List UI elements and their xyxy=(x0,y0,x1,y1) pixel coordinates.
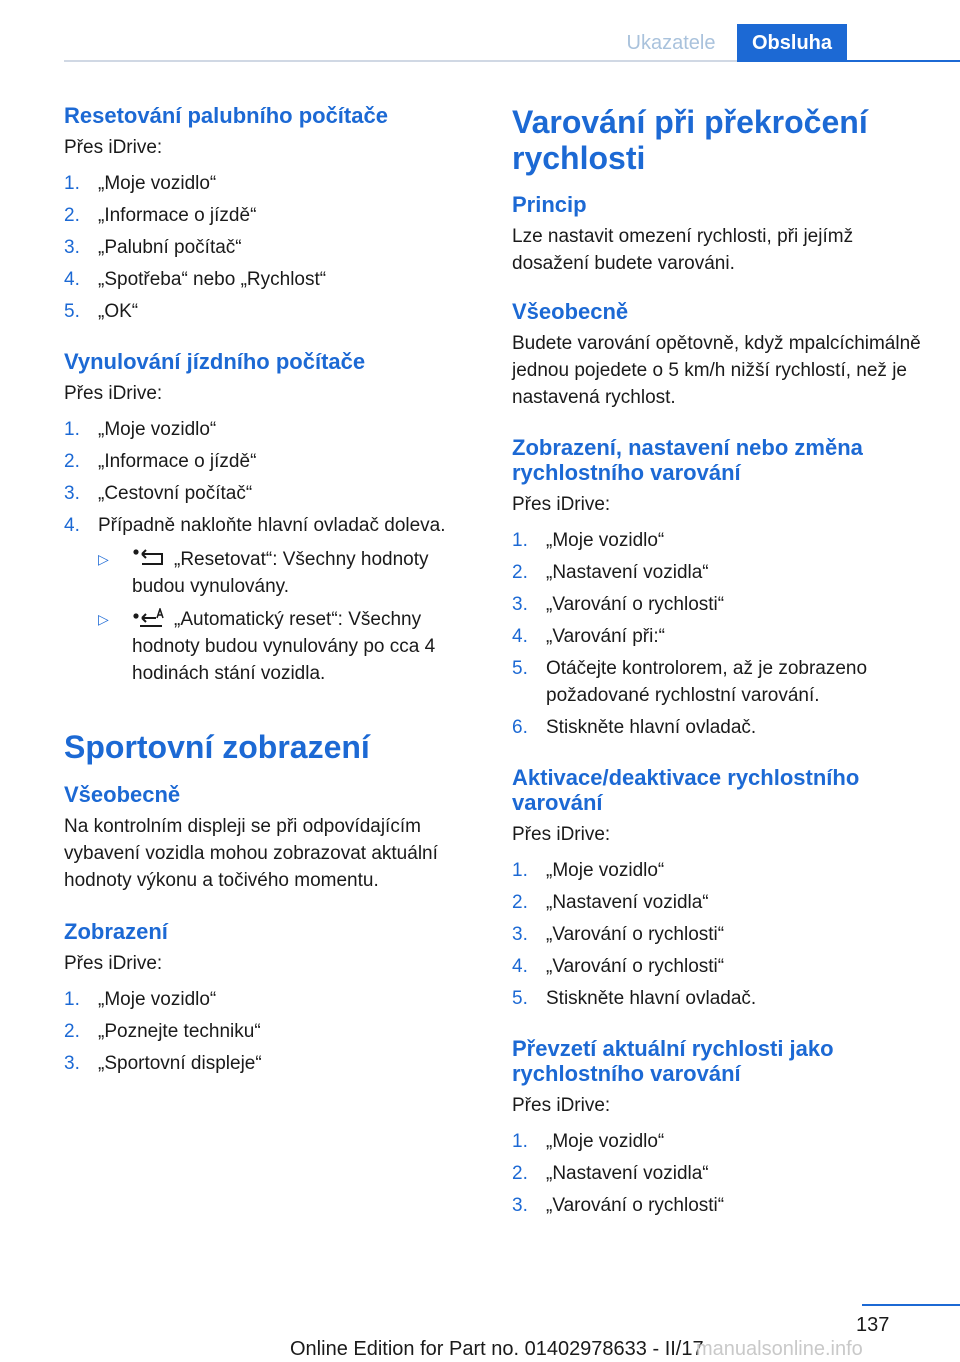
step-number: 1. xyxy=(64,989,80,1010)
step-text: Případně nakloňte hlavní ovladač doleva. xyxy=(98,515,446,536)
list-item xyxy=(64,1018,476,1045)
bullet-text: „Automatický reset“: Všechny hodnoty budou vynulovány po cca 4 hodinách stání vozidla. xyxy=(132,609,436,684)
tab-obsluha[interactable]: Obsluha xyxy=(737,24,847,62)
section-title-sport-display: Sportovní zobrazení xyxy=(64,729,370,765)
list-item xyxy=(64,202,476,229)
paragraph: Na kontrolním displeji se při odpovídajícím vybavení vozidla mohou zobrazovat aktuální hodnoty výkonu a točivého momentu. xyxy=(64,816,438,891)
step-text: „Moje vozidlo“ xyxy=(98,173,217,194)
step-text: „Cestovní počítač“ xyxy=(98,483,253,504)
step-number: 4. xyxy=(512,626,528,647)
section-title-reset-board-computer: Resetování palubního počítače xyxy=(64,103,388,128)
bullet-text: „Resetovat“: Všechny hodnoty budou vynulovány. xyxy=(132,549,429,597)
step-text: „Palubní počítač“ xyxy=(98,237,242,258)
step-number: 3. xyxy=(512,594,528,615)
step-number: 5. xyxy=(64,301,80,322)
step-text: „Moje vozidlo“ xyxy=(546,530,665,551)
list-item xyxy=(64,298,476,325)
tab-ukazatele[interactable]: Ukazatele xyxy=(626,32,716,54)
step-number: 3. xyxy=(64,1053,80,1074)
step-text: „Informace o jízdě“ xyxy=(98,451,257,472)
subsection-title-takeover: Převzetí aktuální rychlosti jako rychlostního varování xyxy=(512,1036,834,1086)
step-number: 1. xyxy=(512,530,528,551)
step-number: 2. xyxy=(64,1021,80,1042)
step-number: 3. xyxy=(512,924,528,945)
step-text: „Poznejte techniku“ xyxy=(98,1021,261,1042)
page-number: 137 xyxy=(856,1314,890,1336)
list-item xyxy=(64,986,476,1013)
section-title-reset-trip-computer: Vynulování jízdního počítače xyxy=(64,349,366,374)
left-column xyxy=(64,100,476,1077)
subsection-title-general: Všeobecně xyxy=(512,299,629,324)
header-rule-active xyxy=(737,60,960,62)
step-text: „Varování o rychlosti“ xyxy=(546,956,725,977)
step-number: 5. xyxy=(512,988,528,1009)
paragraph: Lze nastavit omezení rychlosti, při jejímž dosažení budete varováni. xyxy=(512,226,854,274)
step-text: Stiskněte hlavní ovladač. xyxy=(546,717,757,738)
list-item xyxy=(64,170,476,197)
list-item xyxy=(512,655,932,709)
triangle-bullet-icon: ▷ xyxy=(98,551,109,567)
reset-icon xyxy=(132,548,166,568)
step-number: 3. xyxy=(64,483,80,504)
step-text: „Varování o rychlosti“ xyxy=(546,924,725,945)
step-number: 1. xyxy=(64,419,80,440)
bullet-list xyxy=(98,546,476,687)
list-item xyxy=(64,512,476,539)
subsection-title-display: Zobrazení xyxy=(64,919,168,944)
step-text: „Informace o jízdě“ xyxy=(98,205,257,226)
step-text: „Varování při:“ xyxy=(546,626,665,647)
section-intro: Přes iDrive: xyxy=(64,953,163,974)
step-text: Stiskněte hlavní ovladač. xyxy=(546,988,757,1009)
footer-edition: Online Edition for Part no. 01402978633 - II/17 xyxy=(290,1338,704,1360)
step-number: 1. xyxy=(512,860,528,881)
step-number: 2. xyxy=(512,1163,528,1184)
step-number: 6. xyxy=(512,717,528,738)
step-number: 2. xyxy=(64,451,80,472)
list-item xyxy=(512,591,932,618)
list-item xyxy=(64,448,476,475)
step-text: „Moje vozidlo“ xyxy=(98,989,217,1010)
step-number: 4. xyxy=(64,269,80,290)
list-item xyxy=(512,714,932,741)
list-item xyxy=(98,606,476,687)
subsection-title-principle: Princip xyxy=(512,192,587,217)
steps-list xyxy=(512,527,932,741)
step-text: „Varování o rychlosti“ xyxy=(546,1195,725,1216)
step-number: 2. xyxy=(512,892,528,913)
section-intro: Přes iDrive: xyxy=(512,1095,611,1116)
step-text: „OK“ xyxy=(98,301,139,322)
step-text: „Nastavení vozidla“ xyxy=(546,892,709,913)
step-number: 1. xyxy=(512,1131,528,1152)
step-text: „Varování o rychlosti“ xyxy=(546,594,725,615)
step-text: „Moje vozidlo“ xyxy=(546,860,665,881)
triangle-bullet-icon: ▷ xyxy=(98,611,109,627)
step-text: „Moje vozidlo“ xyxy=(546,1131,665,1152)
subsection-title-general: Všeobecně xyxy=(64,782,181,807)
paragraph: Budete varování opětovně, když mpalcíchimálně jednou pojedete o 5 km/h nižší rychlostí, než je nastavená rychlost. xyxy=(512,333,921,408)
list-item xyxy=(512,985,932,1012)
section-title-speed-warning: Varování při překročení rychlosti xyxy=(512,104,868,176)
subsection-title-display-setup: Zobrazení, nastavení nebo změna rychlostního varování xyxy=(512,435,863,485)
step-number: 2. xyxy=(64,205,80,226)
list-item xyxy=(64,416,476,443)
section-intro: Přes iDrive: xyxy=(512,824,611,845)
list-item xyxy=(512,559,932,586)
list-item xyxy=(512,857,932,884)
list-item xyxy=(64,480,476,507)
steps-list xyxy=(512,1128,932,1219)
list-item xyxy=(512,1192,932,1219)
step-text: „Moje vozidlo“ xyxy=(98,419,217,440)
step-number: 4. xyxy=(64,515,80,536)
footer-watermark: manualsonline.info xyxy=(696,1338,863,1360)
step-number: 3. xyxy=(512,1195,528,1216)
footer-rule xyxy=(862,1304,960,1306)
step-text: „Spotřeba“ nebo „Rychlost“ xyxy=(98,269,327,290)
steps-list xyxy=(64,170,476,325)
section-intro: Přes iDrive: xyxy=(64,383,163,404)
step-number: 5. xyxy=(512,658,528,679)
list-item xyxy=(512,527,932,554)
list-item xyxy=(64,266,476,293)
list-item xyxy=(512,921,932,948)
step-number: 1. xyxy=(64,173,80,194)
list-item xyxy=(512,1128,932,1155)
step-text: „Nastavení vozidla“ xyxy=(546,562,709,583)
step-number: 3. xyxy=(64,237,80,258)
right-column xyxy=(512,100,932,1219)
list-item xyxy=(64,234,476,261)
steps-list xyxy=(64,986,476,1077)
steps-list xyxy=(512,857,932,1012)
section-intro: Přes iDrive: xyxy=(64,137,163,158)
step-number: 2. xyxy=(512,562,528,583)
list-item xyxy=(512,953,932,980)
step-number: 4. xyxy=(512,956,528,977)
subsection-title-activate: Aktivace/deaktivace rychlostního varování xyxy=(512,765,860,815)
section-intro: Přes iDrive: xyxy=(512,494,611,515)
list-item xyxy=(98,546,476,600)
step-text: „Nastavení vozidla“ xyxy=(546,1163,709,1184)
auto-reset-icon xyxy=(132,608,166,628)
list-item xyxy=(512,1160,932,1187)
list-item xyxy=(64,1050,476,1077)
step-text: „Sportovní displeje“ xyxy=(98,1053,262,1074)
step-text: Otáčejte kontrolorem, až je zobrazeno požadované rychlostní varování. xyxy=(546,658,868,706)
list-item xyxy=(512,889,932,916)
list-item xyxy=(512,623,932,650)
steps-list xyxy=(64,416,476,539)
